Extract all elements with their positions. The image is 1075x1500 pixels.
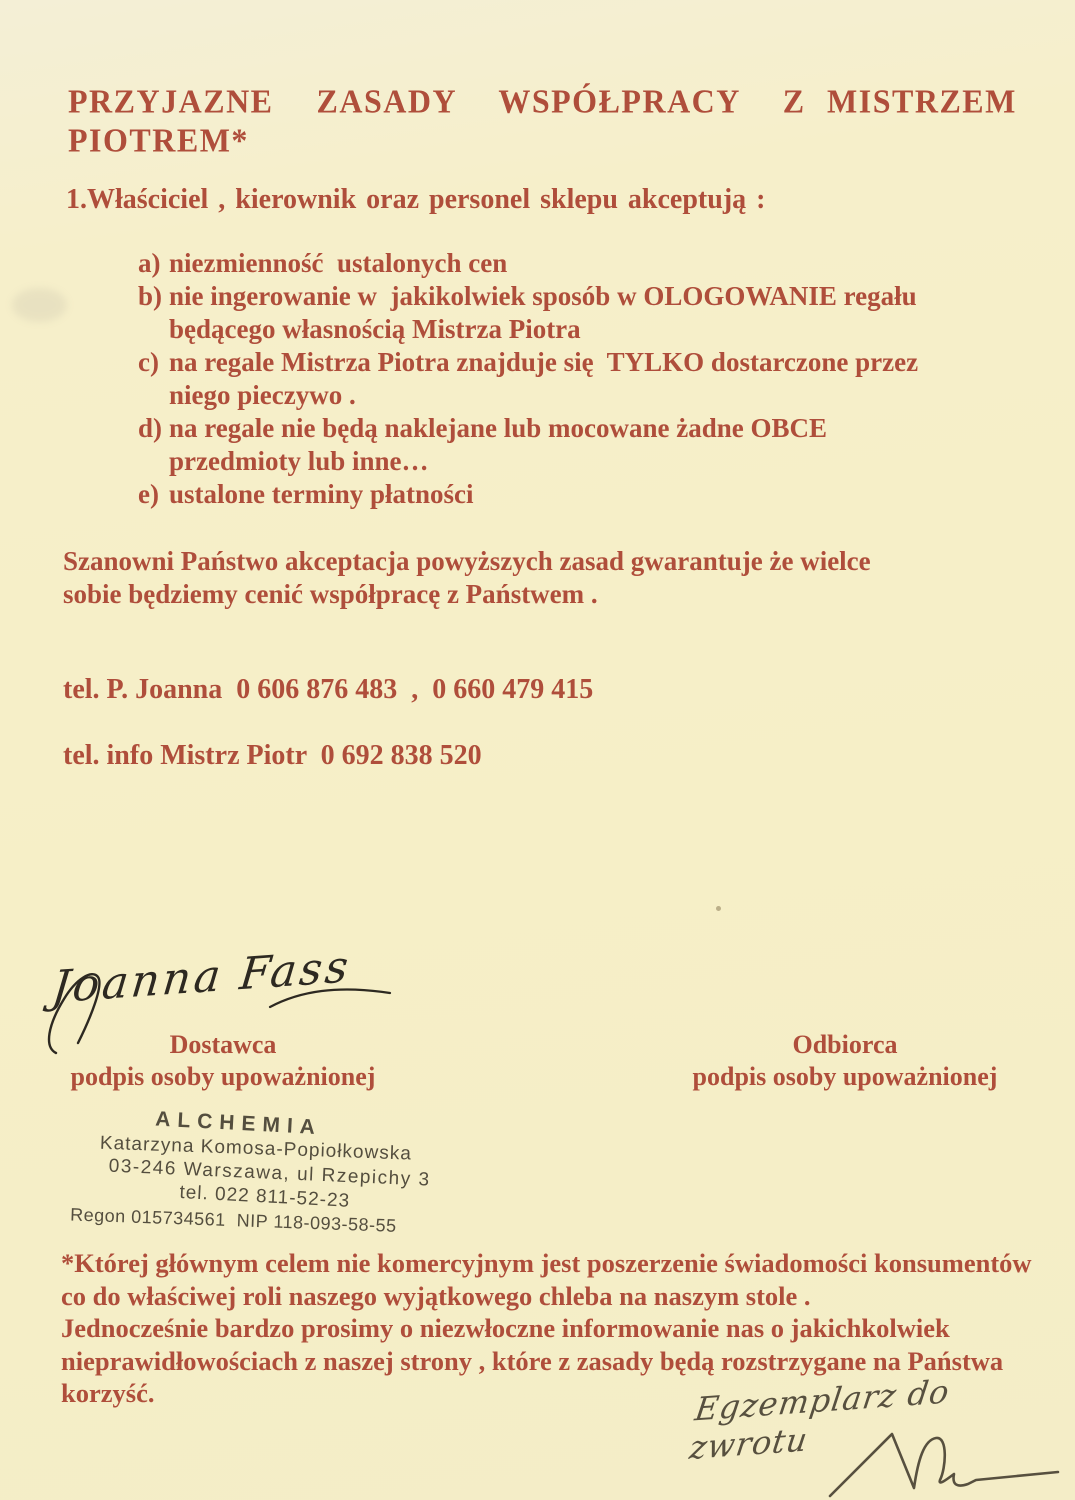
rule-text-line: niego pieczywo . — [169, 380, 356, 410]
footnote-line: *Której głównym celem nie komercyjnym jest poszerzenie świadomości konsumentów — [61, 1248, 1032, 1278]
rules-list — [138, 247, 918, 511]
stamp-company-name: ALCHEMIA — [154, 1107, 323, 1140]
rule-letter: e) — [138, 479, 159, 509]
phone-joanna: tel. P. Joanna 0 606 876 483 , 0 660 479 415 — [63, 674, 594, 705]
recipient-signature-caption: podpis osoby upoważnionej — [692, 1062, 998, 1091]
supplier-role-label: Dostawca — [169, 1030, 277, 1059]
rule-letter: c) — [138, 347, 159, 377]
rule-item-e — [138, 478, 918, 511]
rule-item-d — [138, 412, 918, 478]
rule-letter: a) — [138, 248, 161, 278]
supplier-signature: Joanna Fass — [49, 941, 354, 1014]
rule-text-line: będącego własnością Mistrza Piotra — [169, 314, 581, 344]
footnote-line: nieprawidłowościach z naszej strony , które z zasady będą rozstrzygane na Państwa — [61, 1345, 1004, 1376]
footnote-line: korzyść. — [61, 1378, 155, 1408]
rule-text-line: nie ingerowanie w jakikolwiek sposób w OLOGOWANIE regału — [169, 281, 917, 311]
phone-mistrz-piotr: tel. info Mistrz Piotr 0 692 838 520 — [63, 740, 482, 771]
stamp-owner-name: Katarzyna Komosa-Popiołkowska — [99, 1132, 413, 1165]
scan-speck — [716, 906, 721, 911]
rule-letter: d) — [138, 413, 163, 443]
company-stamp — [69, 1104, 448, 1243]
closing-line: Szanowni Państwo akceptacja powyższych zasad gwarantuje że wielce — [63, 546, 871, 576]
footnote-line: Jednocześnie bardzo prosimy o niezwłoczne informowanie nas o jakichkolwiek — [61, 1313, 950, 1343]
recipient-role-label: Odbiorca — [792, 1030, 898, 1059]
rule-text-line: na regale nie będą naklejane lub mocowane żadne OBCE — [169, 413, 828, 443]
supplier-signature-caption: podpis osoby upoważnionej — [70, 1062, 376, 1091]
rule-item-a — [138, 247, 918, 280]
document-title: PRZYJAZNE ZASADY WSPÓŁPRACY Z MISTRZEM PIOTREM* — [68, 82, 1060, 159]
stamp-phone: tel. 022 811-52-23 — [178, 1181, 351, 1212]
intro-line: 1.Właściciel , kierownik oraz personel sklepu akceptują : — [66, 184, 766, 215]
stamp-regon-nip: Regon 015734561 NIP 118-093-58-55 — [69, 1204, 397, 1236]
closing-paragraph — [63, 545, 871, 611]
stamp-address: 03-246 Warszawa, ul Rzepichy 3 — [108, 1155, 431, 1191]
rule-letter: b) — [138, 281, 163, 311]
rule-text-line: niezmienność ustalonych cen — [169, 248, 508, 278]
rule-item-c — [138, 346, 918, 412]
scan-smudge — [12, 288, 67, 322]
handwritten-return-note: Egzemplarz do zwrotu — [687, 1372, 953, 1467]
rule-item-b — [138, 280, 918, 346]
rule-text-line: przedmioty lub inne… — [169, 446, 429, 476]
closing-line: sobie będziemy cenić współpracę z Państwem . — [63, 579, 598, 609]
rule-text-line: ustalone terminy płatności — [169, 479, 474, 509]
footnote-line: co do właściwej roli naszego wyjątkowego chleba na naszym stole . — [61, 1280, 811, 1311]
rule-text-line: na regale Mistrza Piotra znajduje się TYLKO dostarczone przez — [169, 347, 919, 377]
